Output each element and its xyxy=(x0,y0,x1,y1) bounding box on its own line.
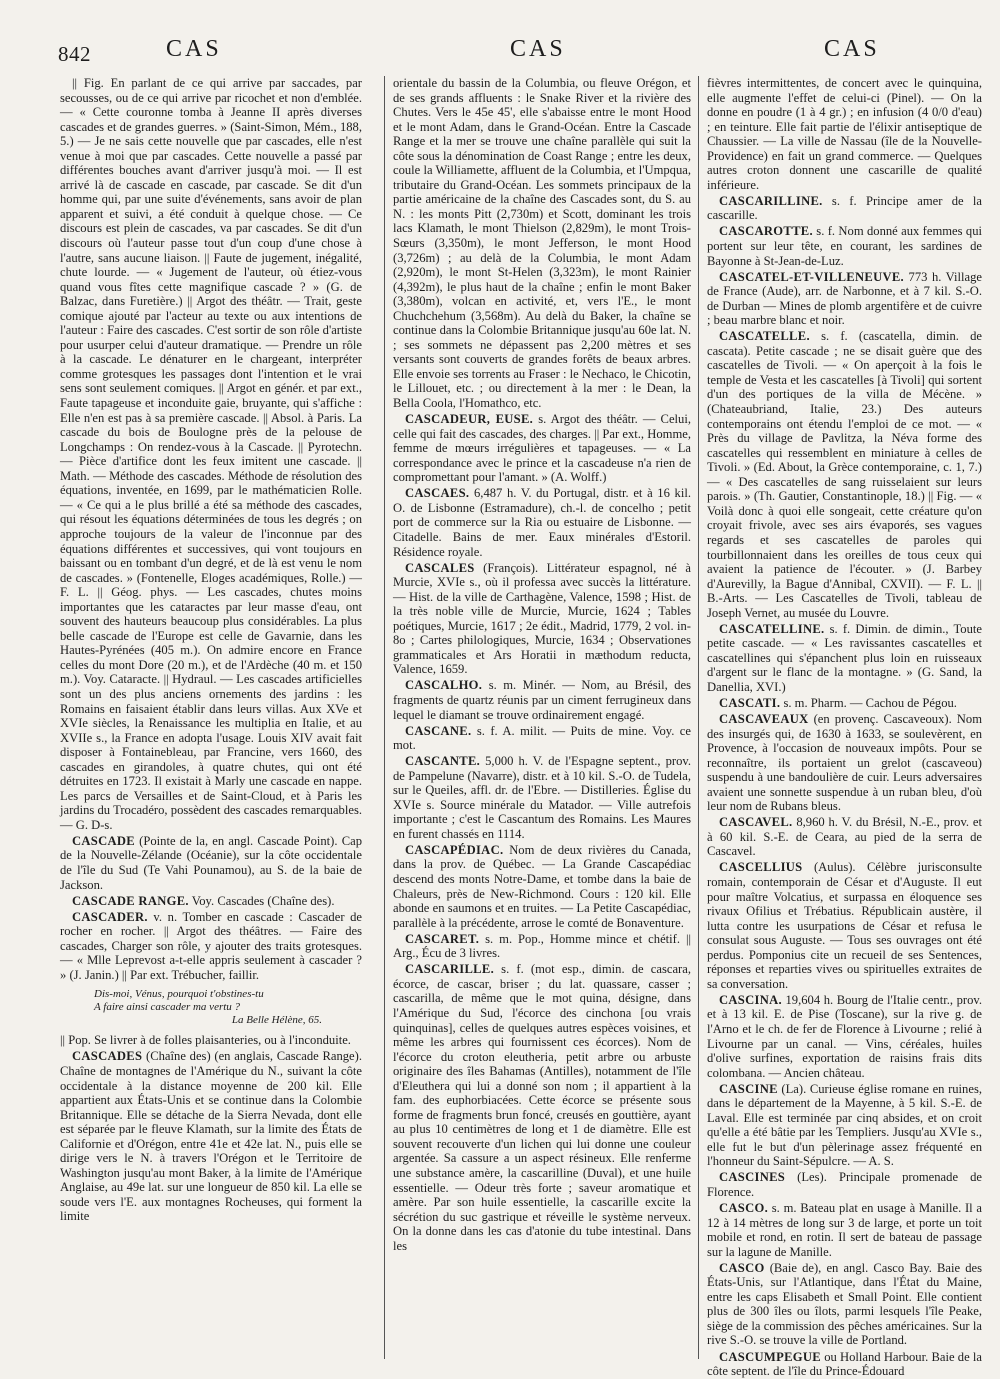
dictionary-entry xyxy=(707,993,982,1080)
entry-headword: CASCINES xyxy=(719,1170,786,1185)
entry-body: 773 h. Village de France (Aude), arr. de Narbonne, et à 7 kil. S.-O. de Durban — Mines de plomb argentifère et de cuivre ; beau marbre blanc et noir. xyxy=(707,269,982,328)
entry-body: || Fig. En parlant de ce qui arrive par saccades, par secousses, ou de ce qui arrive par ricochet et non d'emblée. — « Cette couronne tomba à Jeanne II après diverses cascades et de grandes guerres. » (Saint-Simon, Mém., 188, 5.) — Je ne sais cette nouvelle que par cascades, elle n'est venue à moi que par cascades. Cette nouvelle a passé par différentes bouches avant d'arriver jusqu'à moi. — Il est arrivé là de cascade en cascade, par cascade. Se dit d'un homme qui, par une suite d'événements, sans avoir de plan apparent et suivi, a été conduit à quelque chose. — Ce discours est plein de cascades, va par cascades. Se dit d'un discours où l'auteur passe tout d'un coup d'une chose à l'autre, sans aucune liaison. || Faute de jugement, inégalité, chute lourde. — « Jugement de l'auteur, où étiez-vous quand vous fîtes cette magnifique cascade ? » (G. de Balzac, dans Furetière.) || Argot des théâtr. — Trait, geste comique ajouté par l'acteur au texte ou aux intentions de l'auteur : Faire des cascades. C'est sortir de son rôle d'artiste pour usurper celui d'auteur dramatique. — Prendre un rôle à la cascade. Le dénaturer en le chargeant, interpréter comme grotesques les passages dont l'intention et le vrai sens sont seulement comiques. || Argot en génér. et par ext., Faute tapageuse et inconduite gaie, bruyante, qui s'affiche : Elle n'en est pas à sa première cascade. || Absol. à Paris. La cascade du bois de Boulogne près de la pelouse de Longchamps : On rendez-vous à la Cascade. || Pyrotechn. — Pièce d'artifice dont les feux imitent une cascade. || Math. — Méthode des cascades. Méthode de résolution des équations, inventée, en 1699, par le mathématicien Rolle. — « Ce qui a le plus brillé a été sa méthode des cascades, qui résout les équations déterminées de tous les degrés ; on approche toujours de la valeur de l'inconnue par des équations différentes et successives, qui vont toujours en baissant ou en tombant d'un degré, et de là est venu le nom de cascades. » (Fontenelle, Eloges académiques, Rolle.) — F. L. || Géog. phys. — Les cascades, chutes moins importantes que les cataractes par leur masse d'eau, ont souvent des hauteurs beaucoup plus considérables. La plus belle cascade de l'Europe est celle de Gavarnie, dans les Hautes-Pyrénées (405 m.). On admire encore en France celles du mont Dore (20 m.), et de l'Ardèche (40 m. et 150 m.). Voy. Cataracte. || Hydraul. — Les cascades artificielles sont un des plus anciens ornements des jardins : les Romains en faisaient établir dans leurs villas. Aux XVe et XVIe siècles, la Renaissance les multiplia en Italie, et au XVIIe s., la France en adopta l'usage. Louis XIV avait fait disposer à Fontainebleau, par Francine, vers 1660, des cascades en girandoles, à quatre chutes, qui ont été détruites en 1723. Il existait à Marly une cascade en nappe. Les parcs de Versailles et de Saint-Cloud, et à Paris les jardins du Trocadéro, possèdent des cascades remarquables. — G. D-s. xyxy=(60,76,362,832)
entry-body: s. f. A. milit. — Puits de mine. Voy. ce mot. xyxy=(393,723,691,753)
entry-body: 19,604 h. Bourg de l'Italie centr., prov. et à 13 kil. E. de Pise (Toscane), sur la rive g. de l'Arno et le ch. de fer de Florence à Livourne ; relié à Livourne par un canal. — Vins, céréales, huiles d'olive surfines, exportation de raisins frais dits colombana. — Ancien château. xyxy=(707,992,982,1080)
entry-headword: CASCO xyxy=(719,1260,765,1275)
dictionary-entry xyxy=(60,76,362,832)
entry-body: s. f. (mot esp., dimin. de cascara, écorce, de cascar, briser ; du lat. quassare, casser ; cascarilla, de même que le mot quina, désigne, dans l'Amérique du Sud, l'écorce des cinchona [ou vrais quinquinas], celles de quelques autres espèces voisines, et même les arbres qui fournissent ces écorces). Nom de l'écorce du croton eleutheria, petit arbre ou arbuste originaire des îles Bahamas (Antilles), notamment de l'île d'Eleuthera qui lui a donné son nom ; il appartient à la fam. des euphorbiacées. Cette écorce se présente sous forme de fragments brun foncé, creusés en gouttière, ayant au plus 10 centimètres de long et 1 de diamètre. Elle est souvent recouverte d'un lichen qui lui donne une couleur argentée. Sa cassure a un aspect résineux. Elle renferme une substance amère, la cascarilline (Duval), et une huile essentielle. — Odeur très forte ; saveur aromatique et amère. Par son huile essentielle, la cascarille excite la sécrétion du suc gastrique et réveille le système nerveux. On la donne dans les cas d'atonie du tube intestinal. Dans les xyxy=(393,962,691,1253)
entry-body: orientale du bassin de la Columbia, ou fleuve Orégon, et de ses grands affluents : le Snake River et la rivière des Chutes. Vers le 45e 45', elle s'abaisse entre le mont Hood et le mont Adam, dans le Grand-Océan. Entre la Cascade Range et la mer se trouve une chaîne parallèle qui suit la côte sous la dénomination de Coast Range ; entre les deux, coule la Williamette, affluent de la Columbia, et l'Umpqua, tributaire du Grand-Océan. Les sommets principaux de la partie américaine de la chaîne des Cascades sont, du S. au N. : les monts Pitt (2,730m) et Scott, dominant les trois lacs Klamath, le mont Thielson (2,829m), le mont Trois-Sœurs (3,350m), le mont Jefferson, le mont Hood (3,726m) ; au delà de la Columbia, le mont Adam (2,920m), le mont St-Helen (3,323m), le mont Rainier (4,392m), le plus haut de la chaîne ; enfin le mont Baker (3,380m), volcan en activité, et, vers l'E., le mont Chuchchehum (3,568m). Au delà du Baker, la chaîne se continue dans la Colombie Britannique jusqu'au 60e lat. N. ; ses sommets ne dépassent pas 2,200 mètres et ses versants sont couverts de grandes forêts de beaux arbres. Elle envoie ses torrents au Fraser : le Nechaco, le Chicotin, le Lillouet, etc. ; ou directement à la mer : le Dean, la Bella Coola, l'Homathco, etc. xyxy=(393,76,691,411)
entry-body: (La). Curieuse église romane en ruines, dans le département de la Mayenne, à 5 kil. S.-E. de Laval. Elle est terminée par cinq absides, et on croit qu'elle a été bâtie par les Templiers. Jusqu'au XVIe s., elle fut le but d'un pèlerinage assez fréquenté en l'honneur du Saint-Sépulcre. — A. S. xyxy=(707,1081,982,1169)
entry-headword: CASCADEUR, EUSE. xyxy=(405,412,534,427)
entry-headword: CASCUMPEGUE xyxy=(719,1349,821,1364)
entry-body: s. m. Bateau plat en usage à Manille. Il a 12 à 14 mètres de long sur 3 de large, et porte un toit mobile et rond, en rotin. Il sert de bateau de passage sur la lagune de Manille. xyxy=(707,1201,982,1259)
dictionary-entry xyxy=(707,1082,982,1169)
entry-headword: CASCAES. xyxy=(405,486,470,501)
dictionary-entry xyxy=(707,1170,982,1199)
dictionary-entry xyxy=(60,1033,362,1048)
dictionary-entry xyxy=(707,696,982,711)
entry-body: s. f. Nom donné aux femmes qui portent sur leur tête, en courant, les sardines de Bayonne à St-Jean-de-Luz. xyxy=(707,224,982,268)
entry-headword: CASCINA. xyxy=(719,992,782,1007)
entry-headword: CASCADES xyxy=(72,1049,143,1064)
dictionary-entry xyxy=(393,76,691,411)
entry-headword: CASCAROTTE. xyxy=(719,224,813,239)
running-head-right: CAS xyxy=(824,36,880,62)
dictionary-entry xyxy=(707,860,982,991)
dictionary-entry xyxy=(393,561,691,677)
dictionary-entry xyxy=(393,843,691,930)
entry-headword: CASCINE xyxy=(719,1081,778,1096)
entry-headword: CASCADER. xyxy=(72,909,148,924)
entry-body: (Aulus). Célèbre jurisconsulte romain, contemporain de César et d'Auguste. Il eut pour maître Volcatius, et surpassa en éloquence ses rivaux Ofilius et Trébatius. Républicain austère, il lutta contre les usurpations de César et refusa le consulat sous Auguste. — Tous ses ouvrages ont été perdus. Pomponius cite un recueil de ses Sentences, réponses et reparties vives ou spirituelles extraites de sa conversation. xyxy=(707,860,982,991)
entry-body: 5,000 h. V. de l'Espagne septent., prov. de Pampelune (Navarre), distr. et à 10 kil. S.-O. de Tudela, sur le Queiles, affl. dr. de l'Ebre. — Distilleries. Église du XVIe s. Source minérale du Matador. — Ville autrefois importante ; c'est le Cascantum des Romains. Les Maures en furent chassés en 1114. xyxy=(393,754,691,841)
verse-quotation xyxy=(94,988,362,1027)
entry-headword: CASCADE xyxy=(72,833,135,848)
verse-line: A faire ainsi cascader ma vertu ? xyxy=(94,1001,241,1014)
entry-body: 8,960 h. V. du Brésil, N.-E., prov. et à 60 kil. S.-E. de Ceara, au pied de la serra de Cascavel. xyxy=(707,815,982,859)
entry-body: || Pop. Se livrer à de folles plaisanteries, ou à l'inconduite. xyxy=(60,1033,351,1048)
dictionary-entry xyxy=(60,834,362,892)
dictionary-entry xyxy=(393,678,691,722)
dictionary-entry xyxy=(707,224,982,268)
entry-headword: CASCAVEL. xyxy=(719,815,793,830)
dictionary-entry xyxy=(60,910,362,983)
entry-body: s. Argot des théâtr. — Celui, celle qui fait des cascades, des charges. || Par ext., Homme, femme de mœurs irrégulières et tapageuses. — « La correspondance avec le prince et la cascadeuse n'a rien de compromettant pour l'amant. » (A. Wolff.) xyxy=(393,412,691,485)
dictionary-entry xyxy=(393,962,691,1253)
entry-headword: CASCARET. xyxy=(405,931,480,946)
entry-headword: CASCATELLE. xyxy=(719,329,810,344)
entry-headword: CASCANE. xyxy=(405,723,472,738)
dictionary-entry xyxy=(707,622,982,695)
entry-body: fièvres intermittentes, de concert avec le quinquina, elle augmente l'effet de celui-ci (Pinel). — On la donne en poudre (1 à 4 gr.) ; en infusion (4 0/0 d'eau) ; en teinture. Elle fait partie de l'élixir antiseptique de Chaussier. — La ville de Nassau (île de la Nouvelle-Providence) en fait un grand commerce. — Quelques autres croton donnent une cascarille de qualité inférieure. xyxy=(707,76,982,192)
dictionary-entry xyxy=(393,932,691,961)
entry-headword: CASCANTE. xyxy=(405,754,481,769)
entry-body: (Les). Principale promenade de Florence. xyxy=(707,1170,982,1200)
text-column-3 xyxy=(698,76,982,1379)
dictionary-entry xyxy=(707,815,982,859)
verse-line: Dis-moi, Vénus, pourquoi t'obstines-tu xyxy=(94,988,264,1001)
entry-body: s. m. Minér. — Nom, au Brésil, des fragments de quartz réunis par un ciment ferrugineux dans lequel le diamant se trouve ordinairement engagé. xyxy=(393,678,691,722)
running-head-left: CAS xyxy=(166,36,222,62)
dictionary-entry xyxy=(393,754,691,841)
entry-headword: CASCO. xyxy=(719,1201,769,1216)
entry-headword: CASCATI. xyxy=(719,695,781,710)
entry-headword: CASCAVEAUX xyxy=(719,712,809,727)
dictionary-entry xyxy=(393,412,691,485)
dictionary-entry xyxy=(707,76,982,192)
entry-body: (en provenç. Cascaveoux). Nom des insurgés qui, de 1630 à 1633, se soulevèrent, en Provence, à l'occasion de nouveaux impôts. Pour se reconnaître, ils portaient un grelot (cascaveou) suspendu à une bandoulière de cuir. Leurs adversaires avaient une sonnette suspendue à un ruban bleu, d'où leur nom de Rubans bleus. xyxy=(707,712,982,814)
entry-body: Voy. Cascades (Chaîne des). xyxy=(188,893,335,908)
entry-headword: CASCALHO. xyxy=(405,678,483,693)
entry-body: s. m. Pop., Homme mince et chétif. || Arg., Écu de 3 livres. xyxy=(393,931,691,961)
text-column-2 xyxy=(384,76,691,1359)
dictionary-entry xyxy=(707,1201,982,1259)
entry-body: (Baie de), en angl. Casco Bay. Baie des États-Unis, sur l'Atlantique, dans l'État du Maine, entre les caps Elisabeth et Small Point. Elle contient plus de 300 îles ou îlots, parmi lesquels l'île Peake, siège de la commission des pêches américaines. Sur la rive S.-O. se trouve la ville de Portland. xyxy=(707,1260,982,1348)
dictionary-entry xyxy=(707,194,982,223)
dictionary-entry xyxy=(707,712,982,814)
entry-body: (François). Littérateur espagnol, né à Murcie, XVIe s., où il professa avec succès la littérature. — Hist. de la ville de Carthagène, Valence, 1598 ; Hist. de la très noble ville de Murcie, Murcie, 1624 ; Tables poétiques, Murcie, 1617 ; 2e édit., Madrid, 1779, 2 vol. in-8o ; Cartes philologiques, Murcie, 1634 ; Observationes grammaticales et Ars Horatii in mæthodum reducta, Valence, 1659. xyxy=(393,560,691,677)
entry-headword: CASCAPÉDIAC. xyxy=(405,842,504,857)
entry-body: (Chaîne des) (en anglais, Cascade Range). Chaîne de montagnes de l'Amérique du N., suivant la côte occidentale à la distance moyenne de 200 kil. Elle appartient aux États-Unis et se continue dans la Colombie Britannique. Elle se détache de la Sierra Nevada, dont elle est séparée par le fleuve Klamath, sur la limite des États de Californie et d'Orégon, entre 41e et 42e lat. N., puis elle se dirige vers le N. à travers l'Orégon et le Territoire de Washington jusqu'au mont Baker, à la limite de l'Amérique Anglaise, au 49e lat. sur une longueur de 850 kil. La elle se soude vers l'E. aux montagnes Rocheuses, qui forment la limite xyxy=(60,1049,362,1224)
text-column-1 xyxy=(60,76,362,1359)
dictionary-entry xyxy=(707,1350,982,1379)
entry-headword: CASCELLIUS xyxy=(719,860,803,875)
running-head-center: CAS xyxy=(510,36,566,62)
entry-body: Nom de deux rivières du Canada, dans la prov. de Québec. — La Grande Cascapédiac descend des monts Notre-Dame, et tombe dans la baie de Chaleurs, près de New-Richmond. Cours : 120 kil. Elle abonde en saumons et en truites. — La Petite Cascapédiac, parallèle à la précédente, arrose le comté de Bonaventure. xyxy=(393,842,691,930)
entry-headword: CASCADE RANGE. xyxy=(72,893,189,908)
entry-headword: CASCARILLE. xyxy=(405,962,495,977)
dictionary-entry xyxy=(393,486,691,559)
entry-headword: CASCATEL-ET-VILLENEUVE. xyxy=(719,269,905,284)
entry-body: s. f. (cascatella, dimin. de cascata). Petite cascade ; ne se disait guère que des cascatelles de Tivoli. — « On aperçoit à la fois le temple de Vesta et les cascatelles [à Tivoli] qui sortent d'un des portiques de la villa de Mécène. » (Chateaubriand, Italie, 23.) Des auteurs contemporains ont étendu l'emploi de ce mot. — « Près du village de Pavlitza, la Néva forme des cascatelles qui ressemblent en miniature à celles de Tivoli. » (Ed. About, la Grèce contemporaine, c. 1, 7.) — « Des cascatelles de sang ruisselaient sur leurs parois. » (Th. Gautier, Constantinople, 18.) || Fig. — « Voilà donc à quoi elle songeait, cette créature qu'on croyait frivole, avec ses airs évaporés, ses vagues regards et ses cascatelles de paroles qui tourbillonnaient dans les oreilles de tous ceux qui avaient la patience de l'écouter. » (J. Barbey d'Aurevilly, la Bague d'Annibal, CXVII). — F. L. || B.-Arts. — Les Cascatelles de Tivoli, tableau de Joseph Vernet, au musée du Louvre. xyxy=(707,329,982,620)
verse-source: La Belle Hélène, 65. xyxy=(231,1014,322,1027)
dictionary-entry xyxy=(707,270,982,328)
entry-body: s. f. Principe amer de la cascarille. xyxy=(707,193,982,223)
dictionary-entry xyxy=(393,724,691,753)
dictionary-entry xyxy=(60,1049,362,1224)
dictionary-entry xyxy=(707,1261,982,1348)
entry-body: s. f. Dimin. de dimin., Toute petite cascade. — « Les ravissantes cascatelles et cascatellines qui s'épanchent plus loin en ruisseaux d'argent sur le flanc de la montagne. » (G. Sand, la Danellia, XVI.) xyxy=(707,621,982,694)
entry-headword: CASCALES xyxy=(405,560,475,575)
entry-headword: CASCATELLINE. xyxy=(719,621,825,636)
page-header xyxy=(58,36,960,72)
page-number: 842 xyxy=(58,42,91,66)
entry-body: ou Holland Harbour. Baie de la côte septent. de l'île du Prince-Édouard xyxy=(707,1349,982,1379)
entry-body: v. n. Tomber en cascade : Cascader de rocher en rocher. || Argot des théâtres. — Faire des cascades, Charger son rôle, y ajouter des traits grotesques. — « Mlle Leprevost a-t-elle appris seulement à cascader ? » (J. Janin.) || Par ext. Trébucher, faillir. xyxy=(60,909,362,982)
entry-body: (Pointe de la, en angl. Cascade Point). Cap de la Nouvelle-Zélande (Océanie), sur la côte occidentale de l'île du Sud (Te Vahi Pounamou), au S. de la baie de Jackson. xyxy=(60,833,362,892)
entry-body: s. m. Pharm. — Cachou de Pégou. xyxy=(780,695,957,710)
entry-headword: CASCARILLINE. xyxy=(719,193,823,208)
entry-body: 6,487 h. V. du Portugal, distr. et à 16 kil. O. de Lisbonne (Estramadure), ch.-l. de concelho ; petit port de commerce sur la Ria ou estuaire de Lisbonne. — Citadelle. Bains de mer. Eaux minérales d'Estoril. Résidence royale. xyxy=(393,486,691,559)
dictionary-entry xyxy=(707,329,982,620)
dictionary-entry xyxy=(60,894,362,909)
